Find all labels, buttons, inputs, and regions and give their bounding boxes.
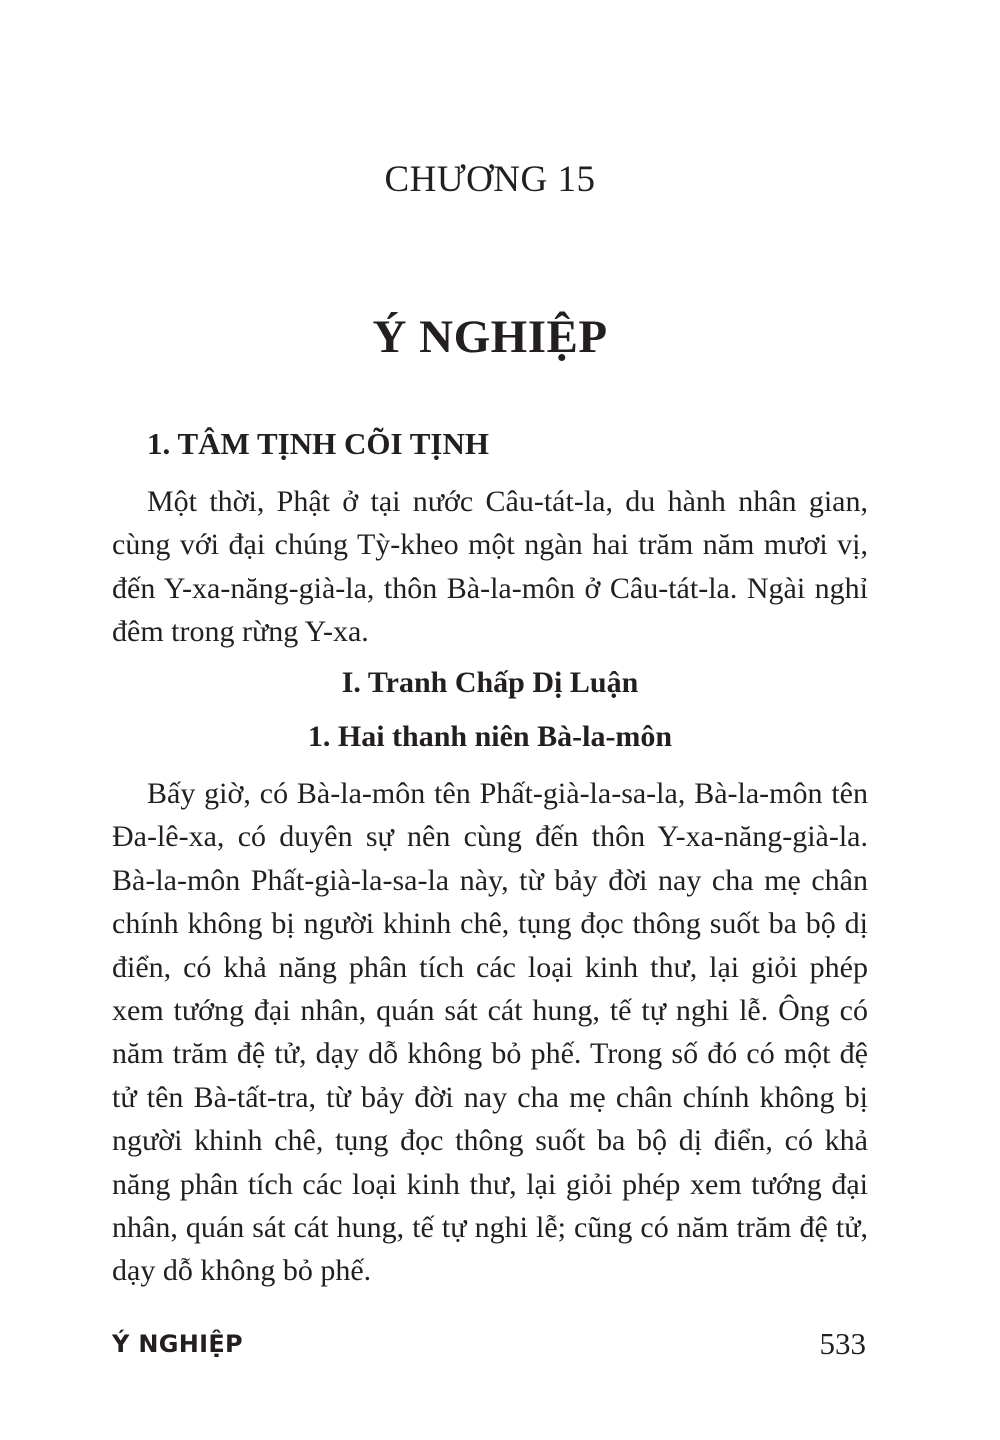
section-heading: 1. TÂM TỊNH CÕI TỊNH [147, 426, 489, 461]
body-paragraph: Bấy giờ, có Bà-la-môn tên Phất-già-la-sa-la, Bà-la-môn tên Đa-lê-xa, có duyên sự nên cùng đến thôn Y-xa-năng-già-la. Bà-la-môn Phất-già-la-sa-la này, từ bảy đời nay cha mẹ chân chính không bị người khinh chê, tụng đọc thông suốt ba bộ dị điển, có khả năng phân tích các loại kinh thư, lại giỏi phép xem tướng đại nhân, quán sát cát hung, tế tự nghi lễ. Ông có năm trăm đệ tử, dạy dỗ không bỏ phế. Trong số đó có một đệ tử tên Bà-tất-tra, từ bảy đời nay cha mẹ chân chính không bị người khinh chê, tụng đọc thông suốt ba bộ dị điển, có khả năng phân tích các loại kinh thư, lại giỏi phép xem tướng đại nhân, quán sát cát hung, tế tự nghi lễ; cũng có năm trăm đệ tử, dạy dỗ không bỏ phế. [112, 777, 868, 1288]
intro-paragraph: Một thời, Phật ở tại nước Câu-tát-la, du hành nhân gian, cùng với đại chúng Tỳ-kheo một ngàn hai trăm năm mươi vị, đến Y-xa-năng-già-la, thôn Bà-la-môn ở Câu-tát-la. Ngài nghỉ đêm trong rừng Y-xa. [112, 485, 868, 649]
subheading-dispute: I. Tranh Chấp Dị Luận [341, 666, 639, 699]
page-number: 533 [819, 1326, 866, 1361]
chapter-label: CHƯƠNG 15 [384, 159, 596, 200]
chapter-title: Ý NGHIỆP [372, 311, 608, 363]
subheading-two-brahmins: 1. Hai thanh niên Bà-la-môn [307, 720, 673, 753]
footer-running-title: Ý NGHIỆP [112, 1330, 243, 1358]
